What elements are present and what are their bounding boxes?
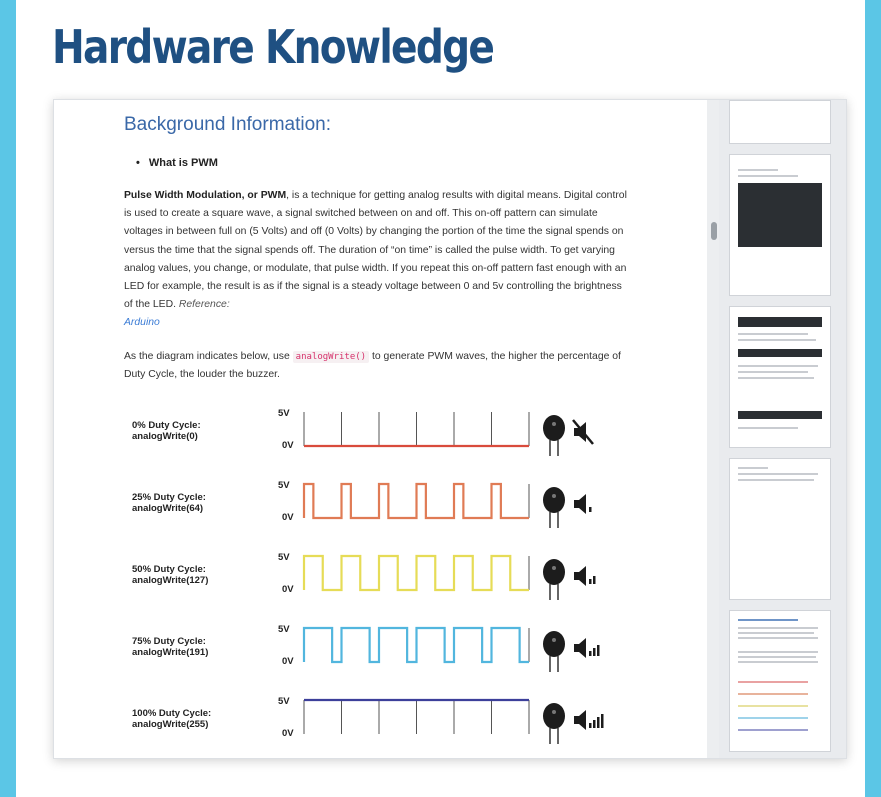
voltage-low-label: 0V: [282, 512, 294, 523]
buzzer-hole: [552, 710, 556, 714]
buzzer-icon: [543, 415, 565, 456]
volume-bar: [601, 714, 604, 728]
page-thumbnail-4[interactable]: [729, 458, 831, 600]
voltage-low-label: 0V: [282, 440, 294, 451]
duty-cycle-label: 75% Duty Cycle:: [132, 636, 206, 647]
page-thumbnail-2[interactable]: [729, 154, 831, 296]
pwm-waveform: [304, 484, 529, 518]
volume-bar: [593, 648, 596, 656]
voltage-low-label: 0V: [282, 728, 294, 739]
volume-bar: [589, 723, 592, 728]
duty-cycle-label: 0% Duty Cycle:: [132, 420, 201, 431]
duty-cycle-label: 100% Duty Cycle:: [132, 708, 212, 719]
duty-cycle-label: 50% Duty Cycle:: [132, 564, 206, 575]
page-thumbnails-panel[interactable]: [719, 100, 846, 758]
volume-bar: [597, 717, 600, 728]
buzzer-icon: [543, 559, 565, 600]
volume-bar: [597, 645, 600, 656]
pwm-row: [132, 624, 600, 672]
duty-cycle-label: 25% Duty Cycle:: [132, 492, 206, 503]
buzzer-icon: [543, 703, 565, 744]
buzzer-hole: [552, 638, 556, 642]
voltage-high-label: 5V: [278, 408, 290, 419]
pwm-row: [132, 480, 592, 528]
buzzer-body: [543, 415, 565, 441]
volume-bar: [589, 507, 592, 512]
page-thumbnail-5[interactable]: [729, 610, 831, 752]
analogwrite-label: analogWrite(255): [132, 719, 209, 730]
buzzer-body: [543, 631, 565, 657]
speaker-cone: [574, 710, 586, 730]
pwm-waveform: [304, 628, 529, 662]
analogwrite-label: analogWrite(0): [132, 431, 198, 442]
volume-bar: [589, 579, 592, 584]
buzzer-body: [543, 559, 565, 585]
speaker-cone: [574, 566, 586, 586]
buzzer-icon: [543, 487, 565, 528]
document-viewer[interactable]: [53, 99, 847, 759]
diagram-intro: [124, 348, 644, 384]
reference-label: Reference:: [178, 299, 230, 311]
pwm-term: Pulse Width Modulation, or PWM: [124, 190, 287, 201]
analogwrite-code: analogWrite(): [293, 351, 369, 363]
buzzer-hole: [552, 422, 556, 426]
buzzer-hole: [552, 494, 556, 498]
voltage-low-label: 0V: [282, 584, 294, 595]
analogwrite-label: analogWrite(127): [132, 575, 209, 586]
speaker-cone: [574, 494, 586, 514]
speaker-muted-icon: [573, 420, 593, 444]
voltage-high-label: 5V: [278, 624, 290, 635]
voltage-high-label: 5V: [278, 552, 290, 563]
speaker-volume-icon: [574, 566, 596, 586]
volume-bar: [593, 720, 596, 728]
page-title: Hardware Knowledge: [52, 20, 494, 74]
buzzer-body: [543, 703, 565, 729]
analogwrite-label: analogWrite(191): [132, 647, 209, 658]
speaker-volume-icon: [574, 638, 600, 658]
page-thumbnail-3[interactable]: [729, 306, 831, 448]
volume-bar: [593, 576, 596, 584]
diagram-intro-text: As the diagram indicates below, use: [124, 351, 293, 362]
pwm-waveform: [304, 556, 529, 590]
voltage-low-label: 0V: [282, 656, 294, 667]
scrollbar-thumb[interactable]: [711, 222, 717, 240]
content-panel: [16, 0, 865, 797]
speaker-volume-icon: [574, 494, 592, 514]
pwm-description: , is a technique for getting analog results with digital means. Digital control is used to create a square wave, a signal switched between on and off. This on-off pattern can simulate voltages in between full on (5 Volts) and off (0 Volts) by changing the portion of the time the signal spends on versus the time that the signal spends off. The duration of “on time” is called the pulse width. To get varying analog values, you change, or modulate, that pulse width. If you repeat this on-off pattern fast enough with an LED for example, the result is as if the signal is a steady voltage between 0 and 5v controlling the brightness of the LED.: [124, 190, 627, 311]
arduino-link[interactable]: Arduino: [124, 317, 160, 329]
pwm-row: [132, 408, 593, 456]
diagram-intro-text-end: to generate PWM waves, the higher the percentage of Duty Cycle, the louder the buzzer.: [124, 351, 621, 381]
analogwrite-label: analogWrite(64): [132, 503, 204, 514]
page-thumbnail-1[interactable]: [729, 100, 831, 144]
pwm-paragraph: [124, 187, 629, 333]
section-heading: Background Information:: [124, 114, 332, 135]
vertical-scrollbar[interactable]: [707, 100, 719, 758]
pwm-row: [132, 552, 596, 600]
voltage-high-label: 5V: [278, 696, 290, 707]
pwm-row: [132, 696, 604, 744]
buzzer-icon: [543, 631, 565, 672]
volume-bar: [589, 651, 592, 656]
pwm-duty-cycle-diagram: [124, 398, 614, 758]
speaker-volume-icon: [574, 710, 604, 730]
voltage-high-label: 5V: [278, 480, 290, 491]
document-page[interactable]: [54, 100, 707, 758]
speaker-cone: [574, 638, 586, 658]
buzzer-body: [543, 487, 565, 513]
bullet-what-is-pwm: • What is PWM: [136, 157, 218, 169]
buzzer-hole: [552, 566, 556, 570]
